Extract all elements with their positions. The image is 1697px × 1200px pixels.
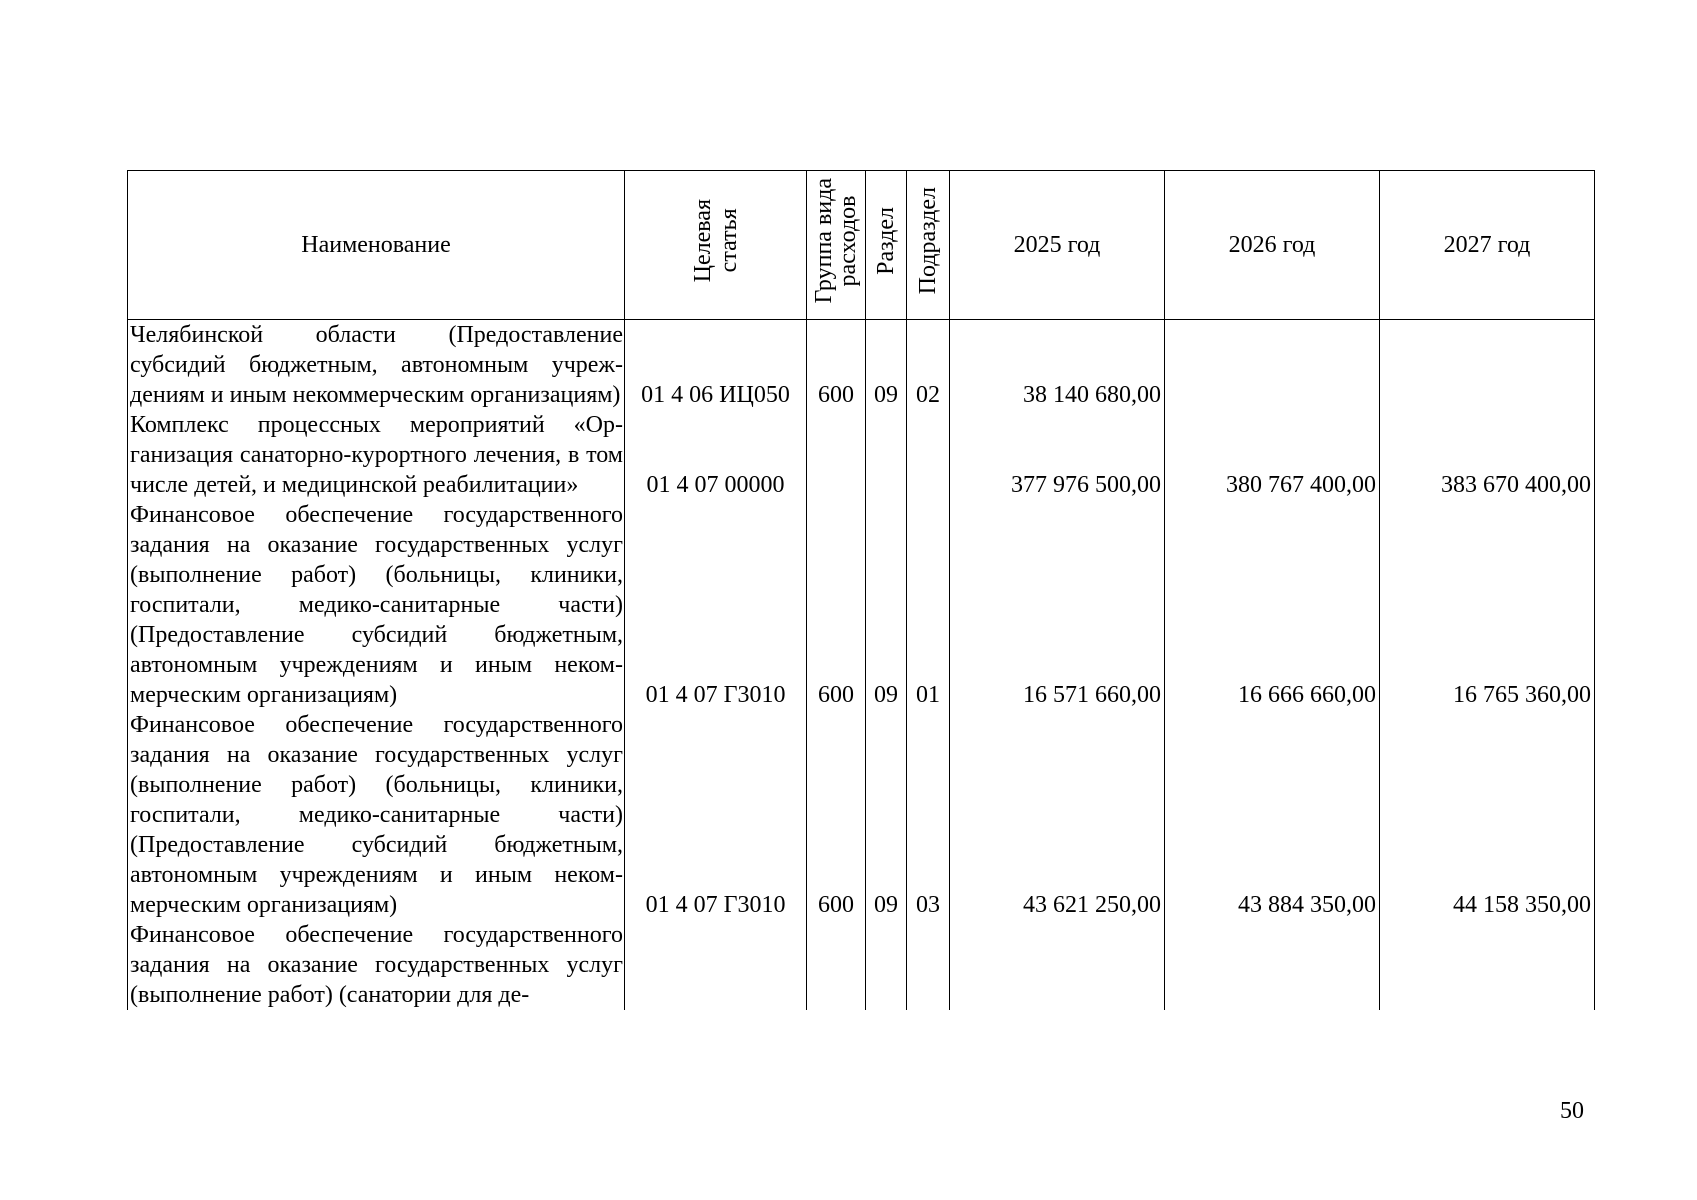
header-year-2026: [1165, 171, 1380, 320]
row-amount-2025: 377 976 500,00: [950, 410, 1165, 500]
row-code: 01 4 07 00000: [625, 410, 807, 500]
row-amount-2027: [1380, 920, 1595, 1010]
row-amount-2025: [950, 920, 1165, 1010]
header-year-2026-label: 2026 год: [1228, 232, 1316, 258]
row-subsection: 02: [907, 320, 950, 411]
row-subsection: 03: [907, 710, 950, 920]
header-subsection: [907, 171, 950, 320]
header-year-2025-label: 2025 год: [1013, 232, 1101, 258]
row-group: [807, 920, 866, 1010]
row-group: 600: [807, 710, 866, 920]
row-name: Челябинской области (Предоставление субсидий бюджетным, автономным учреждениям и иным некоммерческим организациям): [128, 320, 625, 411]
row-amount-2027: [1380, 320, 1595, 411]
row-amount-2026: [1165, 320, 1380, 411]
header-expense-group-line2: расходов: [835, 195, 861, 287]
row-group: [807, 410, 866, 500]
header-name-label: Наименование: [301, 232, 451, 258]
row-subsection: 01: [907, 500, 950, 710]
header-expense-group: [807, 171, 866, 320]
row-amount-2027: 16 765 360,00: [1380, 500, 1595, 710]
header-section-label: Раздел: [873, 207, 899, 275]
row-section: 09: [866, 710, 907, 920]
row-name: Финансовое обеспечение государственного задания на оказание государственных услуг (выполнение работ) (больницы, клиники, госпитали, медико-санитарные части) (Предоставление субсидий бюджетным, автономным учреждениям и иным некоммерческим организациям): [128, 710, 625, 920]
row-subsection: [907, 410, 950, 500]
table-row: [128, 500, 1595, 710]
row-code: 01 4 07 Г3010: [625, 710, 807, 920]
row-section: 09: [866, 500, 907, 710]
row-section: [866, 410, 907, 500]
header-target-article-line2: статья: [715, 209, 742, 273]
header-name: [128, 171, 625, 320]
header-section: [866, 171, 907, 320]
table-row: [128, 920, 1595, 1010]
row-code: 01 4 06 ИЦ050: [625, 320, 807, 411]
row-amount-2025: 43 621 250,00: [950, 710, 1165, 920]
row-amount-2027: 383 670 400,00: [1380, 410, 1595, 500]
header-year-2025: [950, 171, 1165, 320]
header-target-article: [625, 171, 807, 320]
row-group: 600: [807, 320, 866, 411]
row-subsection: [907, 920, 950, 1010]
row-amount-2026: [1165, 920, 1380, 1010]
table-row: [128, 410, 1595, 500]
table-row: [128, 320, 1595, 411]
table-header-row: [128, 171, 1595, 320]
header-target-article-line1: Целевая: [689, 199, 716, 283]
row-amount-2025: 38 140 680,00: [950, 320, 1165, 411]
row-amount-2026: 43 884 350,00: [1165, 710, 1380, 920]
header-year-2027-label: 2027 год: [1443, 232, 1531, 258]
row-section: 09: [866, 320, 907, 411]
row-name: Комплекс процессных мероприятий «Организация санаторно-курортного лечения, в том числе детей, и медицинской реабилитации»: [128, 410, 625, 500]
header-expense-group-line1: Группа вида: [811, 178, 837, 304]
table-row: [128, 710, 1595, 920]
row-amount-2026: 16 666 660,00: [1165, 500, 1380, 710]
header-subsection-label: Подраздел: [915, 187, 941, 295]
budget-table: [127, 170, 1595, 1010]
row-amount-2027: 44 158 350,00: [1380, 710, 1595, 920]
row-name: Финансовое обеспечение государственного задания на оказание государственных услуг (выполнение работ) (больницы, клиники, госпитали, медико-санитарные части) (Предоставление субсидий бюджетным, автономным учреждениям и иным некоммерческим организациям): [128, 500, 625, 710]
page-number: 50: [1560, 1098, 1584, 1124]
row-section: [866, 920, 907, 1010]
row-name: Финансовое обеспечение государственного задания на оказание государственных услуг (выполнение работ) (санатории для де-: [128, 920, 625, 1010]
row-amount-2026: 380 767 400,00: [1165, 410, 1380, 500]
header-year-2027: [1380, 171, 1595, 320]
row-group: 600: [807, 500, 866, 710]
row-code: [625, 920, 807, 1010]
row-amount-2025: 16 571 660,00: [950, 500, 1165, 710]
row-code: 01 4 07 Г3010: [625, 500, 807, 710]
